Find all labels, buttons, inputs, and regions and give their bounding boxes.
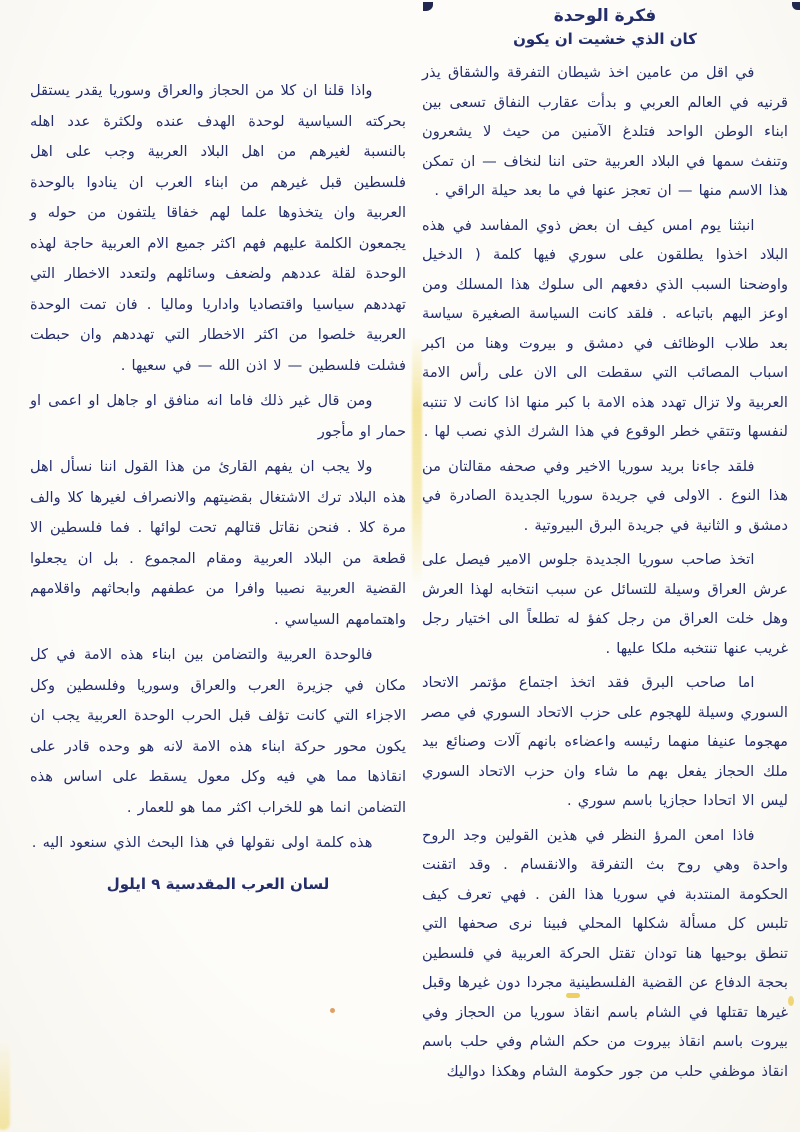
paragraph: انبثنا يوم امس كيف ان بعض ذوي المفاسد في هذه البلاد اخذوا يطلقون على سوري فيها كلمة ( الدخيل واوضحنا السبب الذي دفعهم الى سلوك هذا المسلك ومن اوعز اليهم باتباعه . فلقد كانت السياسة الصغيرة سياسة بعد طلاب الوظائف في دمشق و بيروت وهنا من اكبر اسباب المصائب التي سقطت الى الان على رأس الامة العربية ولا تزال تهدد هذه الامة با كبر منها اذا كانت لا تنتبه لنفسها وتتقي خطر الوقوع في هذا الشرك الذي نصب لها . (422, 216, 788, 440)
paragraph: ولا يجب ان يفهم القارئ من هذا القول اننا نسأل اهل هذه البلاد ترك الاشتغال بقضيتهم والانصراف لغيرها كلا والف مرة كلا . فنحن نقاتل قتالهم تحت لوائها . فما فلسطين الا قطعة من البلاد العربية ومقام المجموع . بل ان يجعلوا القضية العربية نصيبا وافرا من عطفهم وابحاثهم واقلامهم واهتمامهم السياسي . (30, 458, 406, 628)
paragraph: اما صاحب البرق فقد اتخذ اجتماع مؤتمر الاتحاد السوري وسيلة للهجوم على حزب الاتحاد السوري في مصر مهجوما عنيفا منهما رئيسه واعضاءه بانهم آلات وصنائع بيد ملك الحجاز يفعل بهم ما شاء وان حزب الاتحاد السوري ليس الا اتحادا حجازيا باسم سوري . (422, 674, 788, 809)
paper-stain (330, 1008, 335, 1013)
paragraph: هذه كلمة اولى نقولها في هذا البحث الذي سنعود اليه . (31, 834, 373, 851)
paper-stain (412, 335, 422, 585)
paragraph: ومن قال غير ذلك فاما انه منافق او جاهل او اعمى او حمار او مأجور (30, 392, 406, 440)
left-column-paragraphs (30, 76, 406, 859)
paragraph: اتخذ صاحب سوريا الجديدة جلوس الامير فيصل على عرش العراق وسيلة للتسائل عن سبب انتخابه لهذا العرش وهل خلت العراق من رجل كفؤ له تطلعاً الى اختيار رجل غريب عنها تنتخبه ملكا عليها . (422, 551, 788, 657)
article-right-column (422, 6, 788, 1091)
right-column-paragraphs (422, 58, 788, 1086)
article-left-column (30, 76, 406, 893)
paragraph: واذا قلنا ان كلا من الحجاز والعراق وسوريا يقدر يستقل بحركته السياسية لوحدة الهدف عنده ولكثرة عدد اهله بالنسبة لغيرهم من اهل البلاد العربية وجب على اهل فلسطين قبل غيرهم من ابناء العرب ان ينادوا بالوحدة العربية وان يتخذوها علما لهم خفاقا يلتفون من حوله و يجمعون الكلمة عليهم فهم اكثر جميع الام العربية حاجة لهذه الوحدة لقلة عددهم ولضعف وسائلهم ولتعدد الاخطار التي تهددهم سياسيا واقتصاديا واداريا وماليا . فان تمت الوحدة العربية خلصوا من اكثر الاخطار التي تهددهم وان حبطت فشلت فلسطين — لا اذن الله — في سعيها . (30, 82, 406, 374)
paragraph: فالوحدة العربية والتضامن بين ابناء هذه الامة في كل مكان في جزيرة العرب والعراق وسوريا وفلسطين وكل الاجزاء التي كانت تؤلف قبل الحرب الوحدة العربية يجب ان يكون محور حركة ابناء هذه الامة لانه هو وحده قادر على انقاذها مما هي فيه وكل معول يسقط على اساس هذه التضامن انما هو للخراب اكثر مما هو للعمار . (30, 646, 406, 816)
article-title: فكرة الوحدة (553, 6, 657, 26)
paper-stain (0, 1040, 10, 1130)
paragraph: فاذا امعن المرؤ النظر في هذين القولين وجد الروح واحدة وهي روح بث التفرقة والانقسام . وقد اتقنت الحكومة المنتدبة في سوريا هذا الفن . فهي تعرف كيف تلبس كل مسألة شكلها المحلي فبينا نرى صحفها التي تنطق بوحيها هنا تودان تقتل الحركة العربية في فلسطين بحجة الدفاع عن القضية الفلسطينية مجردا دون غيرها وقبل غيرها تقتلها في الشام باسم انقاذ سوريا من الحجاز وفي بيروت باسم انقاذ بيروت من حكم الشام وفي حلب باسم انقاذ موظفي حلب من جور حكومة الشام وهكذا دواليك (422, 826, 788, 1080)
paragraph: فلقد جاءنا بريد سوريا الاخير وفي صحفه مقالتان من هذا النوع . الاولى في جريدة سوريا الجديدة الصادرة في دمشق و الثانية في جريدة البرق البيروتية . (422, 457, 788, 534)
scan-edge-mark (792, 2, 800, 10)
paragraph: في اقل من عامين اخذ شيطان التفرقة والشقاق يذر قرنيه في العالم العربي و بدأت عقارب النفاق تسعى بين ابناء الوطن الواحد فتلدغ الآمنين من حيث لا يشعرون وتنفث سمها في البلاد العربية حتى اننا لنخاف — ان تمكن هذا الاسم منها — ان تعجز عنها في ما بعد حيلة الراقي . (422, 64, 788, 199)
article-subtitle: كان الذي خشيت ان يكون (513, 30, 697, 48)
article-signature: لسان العرب المقدسية ٩ ايلول (106, 874, 330, 893)
paper-stain (788, 996, 794, 1006)
